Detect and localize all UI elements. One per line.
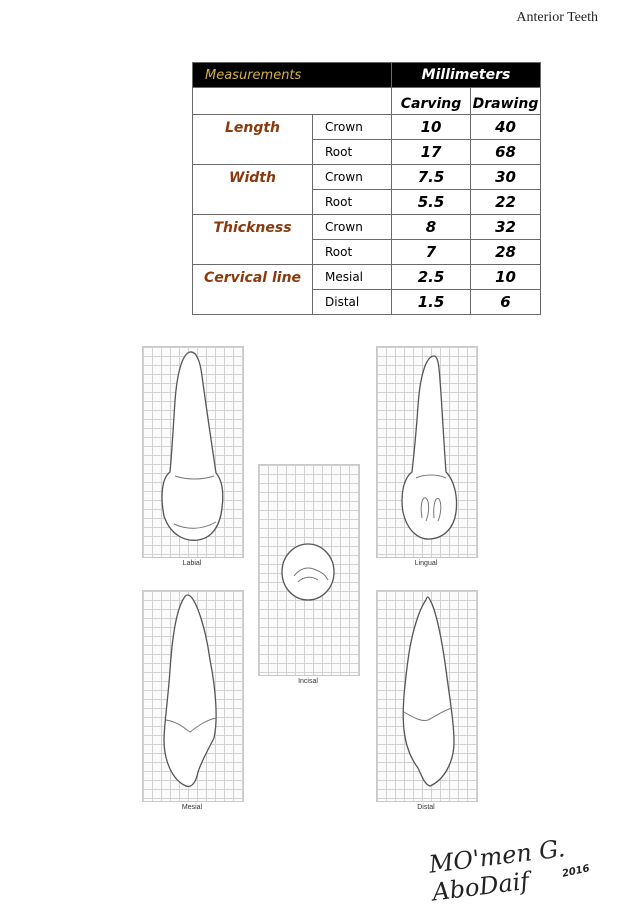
row-part: Root xyxy=(313,140,392,165)
row-part: Crown xyxy=(313,165,392,190)
header-measurements: Measurements xyxy=(193,63,392,88)
incisal-tooth-illustration xyxy=(258,464,358,674)
subheader-blank xyxy=(193,88,392,115)
row-part: Crown xyxy=(313,115,392,140)
row-carving-value: 8 xyxy=(392,215,471,240)
category-cervical-line: Cervical line xyxy=(193,265,313,315)
table-header-row xyxy=(193,63,541,88)
author-signature: MO'men G. AboDaif xyxy=(427,834,567,906)
label-labial: Labial xyxy=(182,560,202,567)
mesial-tooth-illustration xyxy=(142,590,242,800)
table-row xyxy=(193,265,541,290)
row-carving-value: 7.5 xyxy=(392,165,471,190)
row-drawing-value: 40 xyxy=(471,115,541,140)
table-row xyxy=(193,165,541,190)
row-carving-value: 7 xyxy=(392,240,471,265)
row-part: Mesial xyxy=(313,265,392,290)
table-subheader-row xyxy=(193,88,541,115)
subheader-carving: Carving xyxy=(392,88,471,115)
row-drawing-value: 30 xyxy=(471,165,541,190)
row-carving-value: 5.5 xyxy=(392,190,471,215)
row-part: Root xyxy=(313,190,392,215)
row-carving-value: 10 xyxy=(392,115,471,140)
row-drawing-value: 6 xyxy=(471,290,541,315)
row-drawing-value: 28 xyxy=(471,240,541,265)
row-drawing-value: 22 xyxy=(471,190,541,215)
category-length: Length xyxy=(193,115,313,165)
row-carving-value: 1.5 xyxy=(392,290,471,315)
row-part: Distal xyxy=(313,290,392,315)
table-row xyxy=(193,215,541,240)
page-header-title: Anterior Teeth xyxy=(516,10,598,25)
row-drawing-value: 68 xyxy=(471,140,541,165)
labial-tooth-illustration xyxy=(142,346,242,556)
label-distal: Distal xyxy=(417,804,435,811)
subheader-drawing: Drawing xyxy=(471,88,541,115)
row-carving-value: 2.5 xyxy=(392,265,471,290)
label-lingual: Lingual xyxy=(414,560,438,567)
table-row xyxy=(193,115,541,140)
signature-year: 2016 xyxy=(561,863,591,880)
distal-tooth-illustration xyxy=(376,590,476,800)
lingual-tooth-illustration xyxy=(376,346,476,556)
category-thickness: Thickness xyxy=(193,215,313,265)
label-incisal: Incisal xyxy=(298,678,318,685)
row-drawing-value: 32 xyxy=(471,215,541,240)
row-part: Root xyxy=(313,240,392,265)
category-width: Width xyxy=(193,165,313,215)
row-carving-value: 17 xyxy=(392,140,471,165)
header-millimeters: Millimeters xyxy=(392,63,541,88)
label-mesial: Mesial xyxy=(181,804,203,811)
measurements-table xyxy=(192,62,541,315)
row-part: Crown xyxy=(313,215,392,240)
row-drawing-value: 10 xyxy=(471,265,541,290)
